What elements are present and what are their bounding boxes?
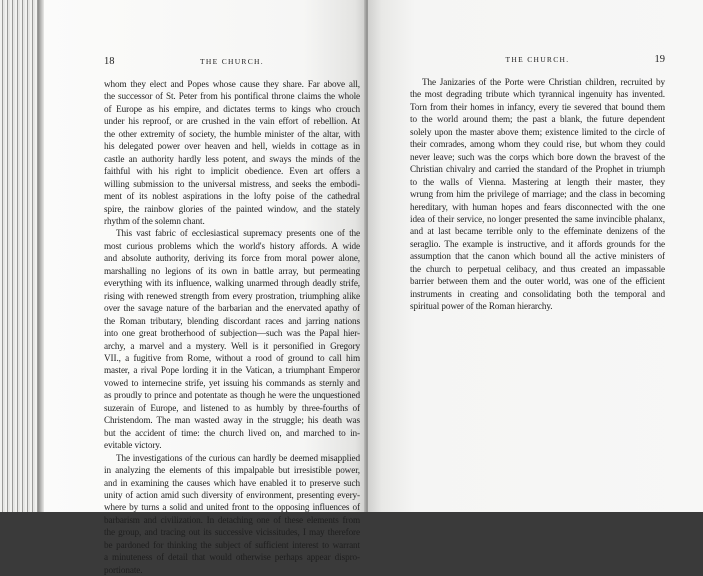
right-page-number: 19 [654, 54, 665, 65]
text-line: most curious problems which the world's history affords. A wide [104, 240, 360, 251]
text-line: and at last became terrible only to the effeminate denizens of the [410, 226, 665, 237]
text-line: never leave; such was the corps which bore down the bravest of the [410, 151, 665, 162]
text-line: to the world around them; the past a blank, the future dependent [410, 114, 665, 125]
text-line: marshalling no legions of its own in battle array, but permeating [104, 265, 360, 276]
text-line: under his reproof, or are crushed in the vain effort of rebellion. At [104, 116, 360, 127]
text-line: seraglio. The example is instructive, and it affords grounds for the [410, 238, 665, 249]
text-line: everything with its influence, walking unarmed through deadly strife, [104, 278, 360, 289]
text-line: Torn from their homes in infancy, every tie severed that bound them [410, 101, 665, 112]
text-line: his delegated power over heaven and hell, wields in cottage as in [104, 141, 360, 152]
text-line: and absolute authority, deriving its force from moral power alone, [104, 253, 360, 264]
text-line: The Janizaries of the Porte were Christian children, recruited by [422, 77, 665, 87]
text-line: evitable victory. [104, 440, 162, 451]
text-line: faithful with his right to implicit obedience. Even art offers a [104, 166, 360, 177]
text-line: Christendom. The man wasted away in the struggle; his death was [104, 415, 360, 426]
text-line: where by turns a solid and united front to the opposing influences of [104, 502, 360, 513]
text-line: rising with renewed strength from every prostration, triumphing alike [104, 290, 360, 301]
text-line: assumption that the canon which bound all the active ministers of [410, 251, 665, 262]
right-page-text [410, 76, 665, 313]
left-page-text [104, 78, 360, 576]
text-line: whom they elect and Popes whose cause they share. Far above all, [104, 79, 360, 89]
text-line: into one great brotherhood of subjection—such was the Papal hier- [104, 328, 360, 339]
text-line: vowed to internecine strife, yet issuing his commands as sternly and [104, 377, 360, 388]
text-line: over the savage nature of the barbarian and the enervated apathy of [104, 303, 360, 314]
text-line: but the accident of time: the church lived on, and marched to in- [104, 427, 360, 438]
text-line: of Europe as his empire, and dictates terms to kings who crouch [104, 103, 360, 114]
text-line: a minuteness of detail that would otherwise perhaps appear dispro- [104, 552, 360, 563]
text-line: hereditary, with human hopes and fears disconnected with the one [410, 201, 665, 212]
left-page-number: 18 [104, 56, 115, 67]
left-running-title: THE CHURCH. [200, 57, 264, 66]
text-line: the Roman tributary, blending discordant races and jarring nations [104, 315, 360, 326]
text-line: to the walls of Vienna. Mastering at length their master, they [410, 176, 665, 187]
text-line: and in examining the causes which have enabled it to preserve such [104, 477, 360, 488]
text-line: ment of its noblest aspirations in the lofty poise of the cathedral [104, 191, 360, 202]
text-line: the other extremity of society, the humble minister of the altar, with [104, 128, 360, 139]
text-line: instruments in creating and consolidating both the temporal and [410, 288, 665, 299]
text-line: willing submission to the universal mistress, and seeks the embodi- [104, 178, 360, 189]
left-page [44, 0, 368, 575]
text-line: the successor of St. Peter from his pontifical throne claims the whole [104, 91, 360, 102]
text-line: Christian chivalry and carried the standard of the Prophet in triumph [410, 164, 665, 175]
text-line: the group, and tracing out its successive vicissitudes, I may therefore [104, 527, 360, 538]
text-line: portionate. [104, 564, 143, 575]
text-line: archy, a marvel and a mystery. Well is it personified in Gregory [104, 340, 360, 351]
text-line: wrung from him the privilege of marriage; and the class in becoming [410, 189, 665, 200]
text-line: be pardoned for thinking the subject of sufficient interest to warrant [104, 539, 360, 550]
text-line: This vast fabric of ecclesiastical supremacy presents one of the [116, 228, 360, 239]
text-line: spire, the rainbow glories of the painted window, and the stately [104, 203, 360, 214]
text-line: castle an authority hardly less potent, and sways the minds of the [104, 153, 360, 164]
text-line: idea of their service, no longer presented the same invincible phalanx, [410, 213, 665, 224]
right-page [368, 0, 703, 512]
text-line: The investigations of the curious can hardly be deemed misapplied [116, 452, 360, 463]
text-line: barrier between them and the outer world, was one of the efficient [410, 276, 665, 287]
text-line: barbarism and civilization. In detaching one of these elements from [104, 514, 360, 525]
text-line: in analyzing the elements of this impalpable but irresistible power, [104, 465, 360, 476]
text-line: solely upon the master above them; existence limited to the circle of [410, 126, 665, 137]
text-line: the church to perpetual celibacy, and thus created an impassable [410, 263, 665, 274]
text-line: VII., a fugitive from Rome, without a rood of ground to call him [104, 352, 360, 363]
left-running-head [104, 56, 360, 72]
text-line: suzerain of Europe, and listened to as humbly by three-fourths of [104, 402, 360, 413]
text-line: as proudly to prince and potentate as though he were the unquestioned [104, 390, 360, 401]
right-running-title: THE CHURCH. [505, 55, 570, 64]
text-line: unity of action amid such diversity of environment, presenting every- [104, 489, 360, 500]
right-running-head [410, 54, 665, 70]
text-line: the most degrading tribute which tyrannical ingenuity has invented. [410, 89, 665, 100]
text-line: their comrades, among whom they could rise, but whom they could [410, 139, 665, 150]
text-line: rhythm of the solemn chant. [104, 215, 205, 226]
text-line: spiritual power of the Roman hierarchy. [410, 301, 553, 312]
page-edges [0, 0, 44, 512]
text-line: master, a rival Pope lording it in the Vatican, a triumphant Emperor [104, 365, 360, 376]
